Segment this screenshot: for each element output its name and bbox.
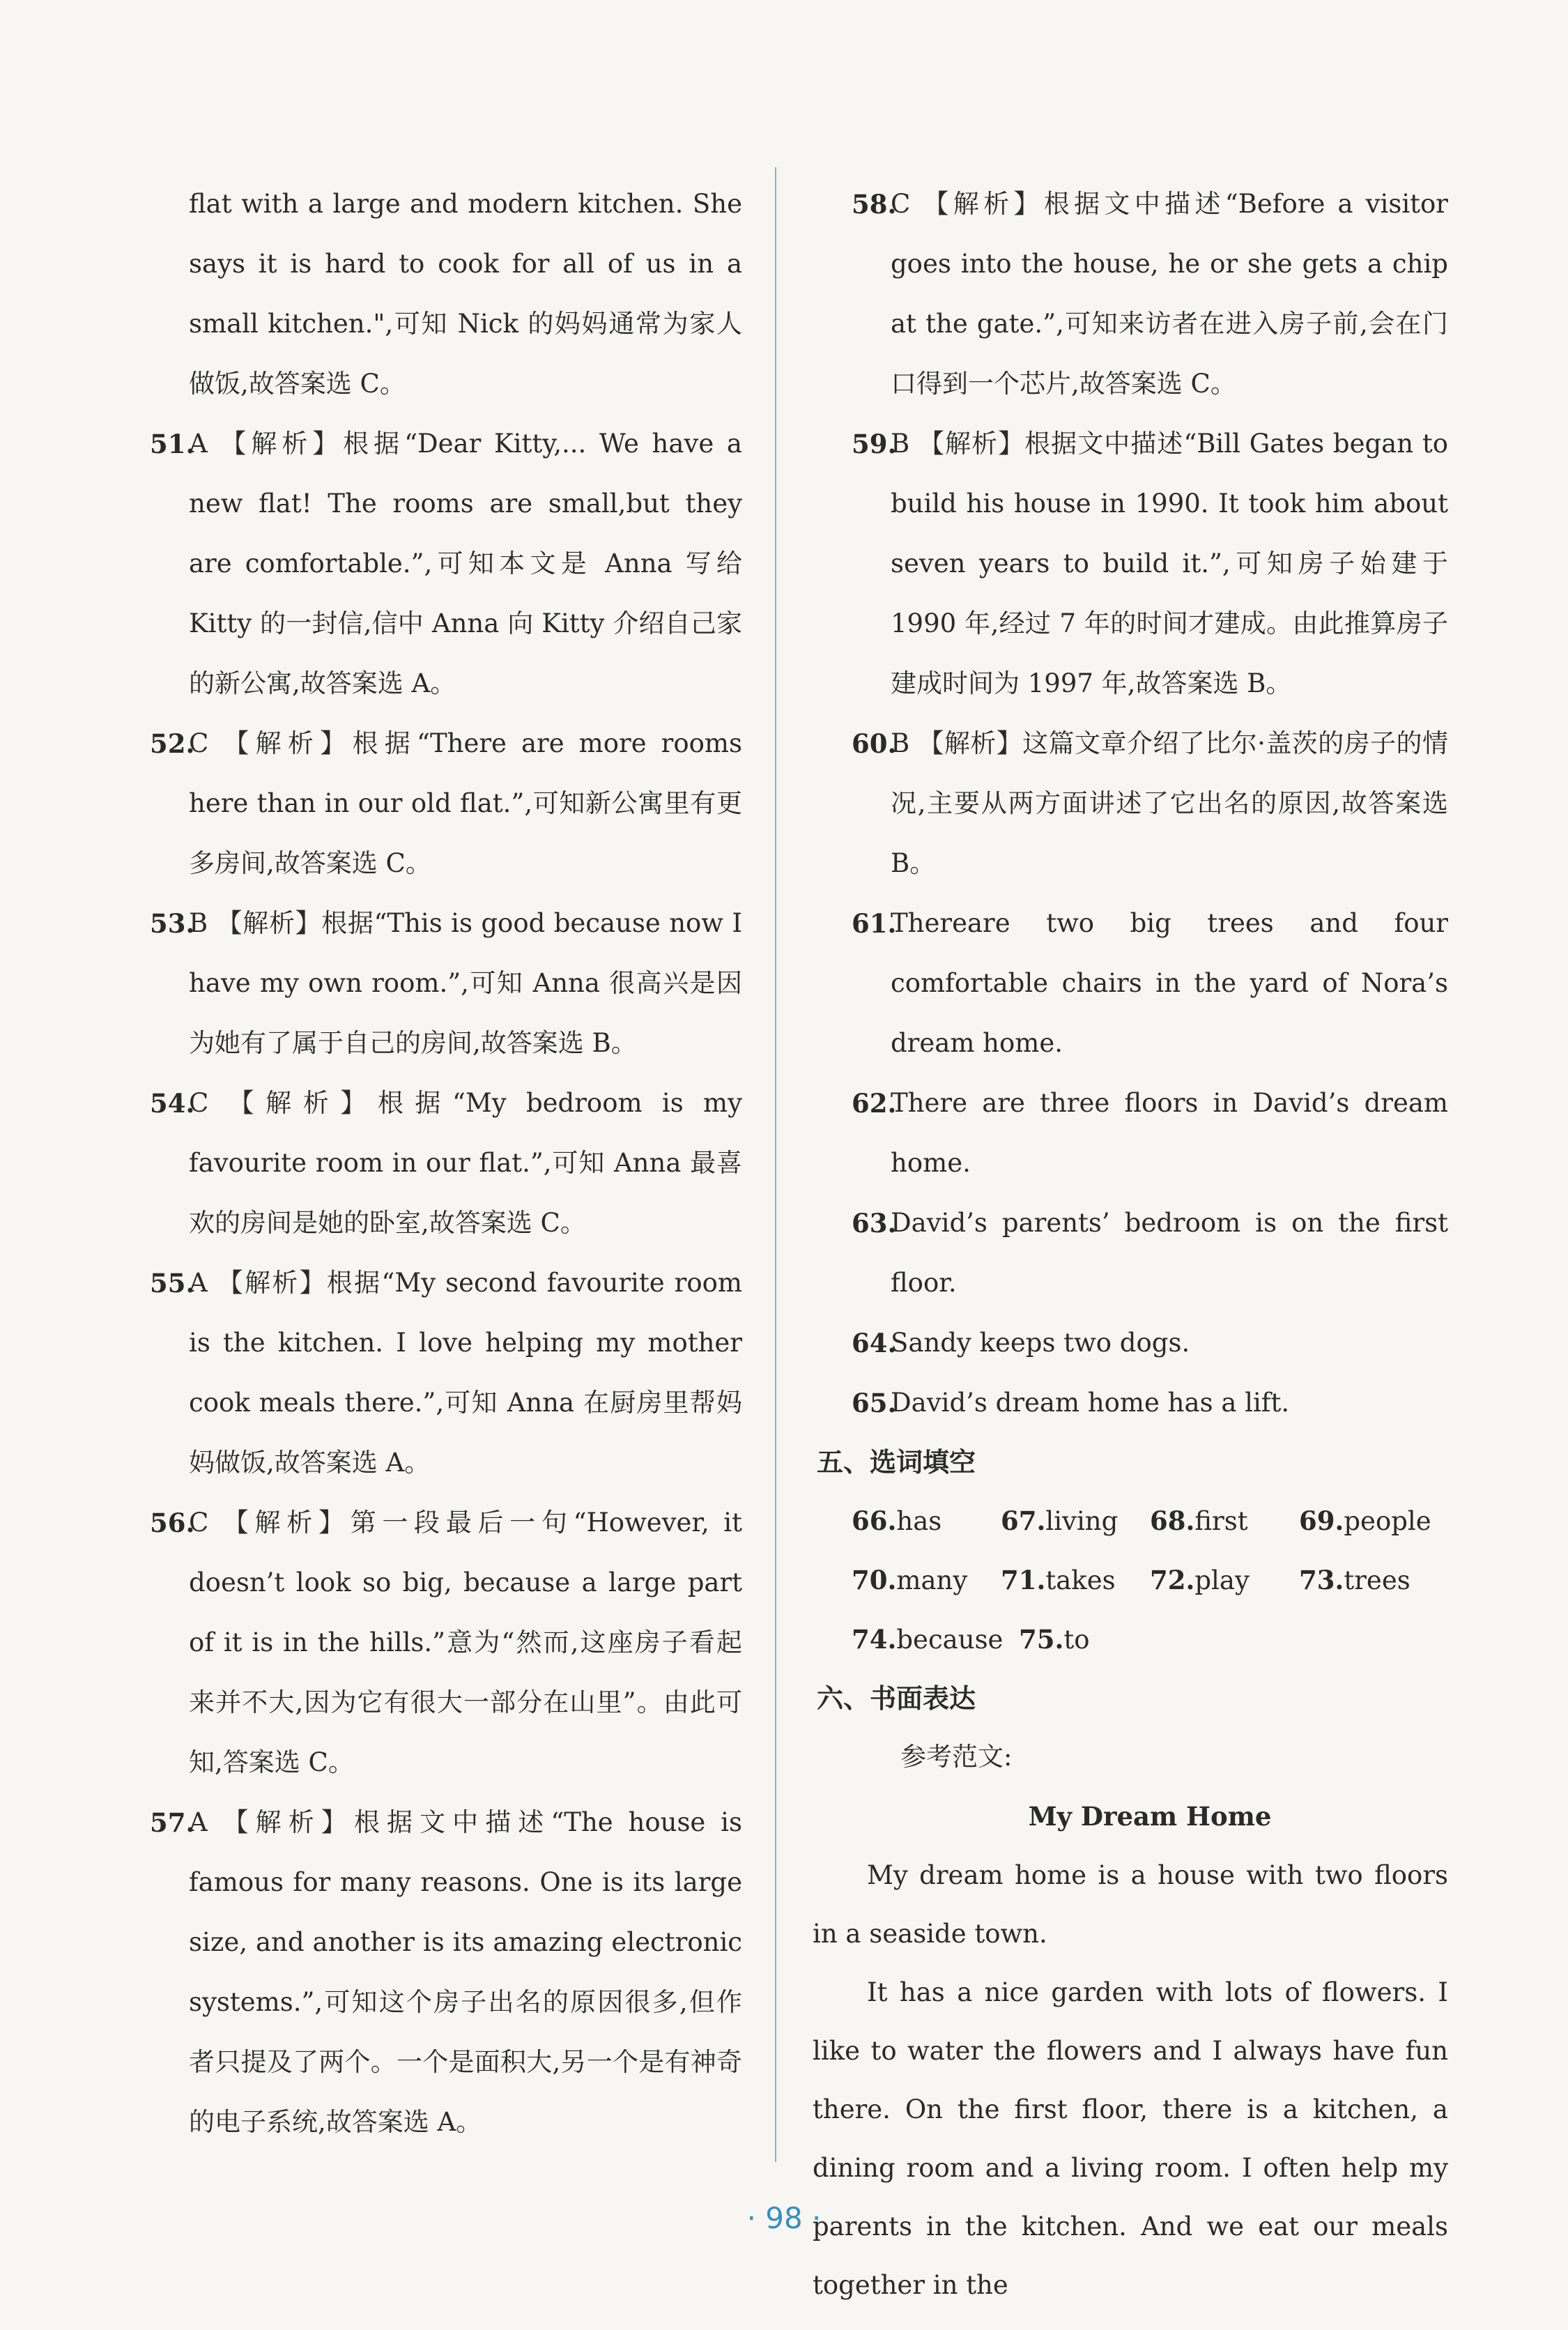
right-column — [813, 174, 1448, 2315]
essay-title: My Dream Home — [1028, 1801, 1272, 1832]
fill-answer-74: 74.because — [852, 1624, 1004, 1655]
fill-answers-row — [852, 1492, 1448, 1551]
fill-answer-69: 69.people — [1299, 1505, 1431, 1536]
answer-text: C 【解析】第一段最后一句“However, it doesn’t look so big, because a large part of it is in the hills.”意为“然而,这座房子看起来并不大,因为它有很大一部分在山里”。由此可知,答案选 C。 — [189, 1508, 742, 1777]
item-number: 60. — [852, 728, 897, 759]
answer-item-57 — [150, 1793, 742, 2152]
item-number: 51. — [150, 429, 195, 459]
answer-item-59 — [852, 414, 1448, 714]
essay-paragraph: It has a nice garden with lots of flowers. I like to water the flowers and I always have fun there. On the first floor, there is a kitchen, a dining room and a living room. I often help my parents in the kitchen. And we eat our meals together in the — [813, 1977, 1448, 2300]
fill-answer-68: 68.first — [1150, 1505, 1248, 1536]
answer-item-65 — [852, 1373, 1448, 1433]
answer-text: A 【解析】根据“My second favourite room is the kitchen. I love helping my mother cook meals there.”,可知 Anna 在厨房里帮妈妈做饭,故答案选 A。 — [189, 1268, 742, 1478]
answer-text: Sandy keeps two dogs. — [891, 1328, 1190, 1358]
item-number: 62. — [852, 1088, 897, 1119]
fill-answers-row — [852, 1610, 1448, 1669]
fill-answer-73: 73.trees — [1299, 1565, 1411, 1595]
item-number: 65. — [852, 1388, 897, 1418]
item-number: 53. — [150, 908, 195, 939]
answer-text: B 【解析】根据文中描述“Bill Gates began to build his house in 1990. It took him about seven years to build it.”,可知房子始建于 1990 年,经过 7 年的时间才建成。由此推算房子建成时间为 1997 年,故答案选 B。 — [891, 429, 1448, 698]
left-column — [150, 174, 742, 2152]
fill-answers-row — [852, 1551, 1448, 1610]
item-number: 61. — [852, 908, 897, 939]
item-number: 59. — [852, 429, 897, 459]
answer-item-56 — [150, 1493, 742, 1793]
answer-text: C 【解析】根据“My bedroom is my favourite room in our flat.”,可知 Anna 最喜欢的房间是她的卧室,故答案选 C。 — [189, 1088, 742, 1238]
fill-answer-75: 75.to — [1019, 1624, 1090, 1655]
page-number: · 98 · — [746, 2201, 822, 2235]
fill-answer-72: 72.play — [1150, 1565, 1250, 1595]
item-number: 54. — [150, 1088, 195, 1119]
item-number: 63. — [852, 1208, 897, 1239]
answer-text: C 【解析】根据文中描述“Before a visitor goes into the house, he or she gets a chip at the gate.”,可知来访者在进入房子前,会在门口得到一个芯片,故答案选 C。 — [891, 189, 1448, 399]
answer-text: C 【解析】根据“There are more rooms here than in our old flat.”,可知新公寓里有更多房间,故答案选 C。 — [189, 728, 742, 878]
fill-answer-71: 71.takes — [1001, 1565, 1116, 1595]
answer-text: David’s dream home has a lift. — [891, 1388, 1290, 1418]
essay-paragraph: My dream home is a house with two floors in a seaside town. — [813, 1860, 1448, 1949]
section-heading-writing: 六、书面表达 — [817, 1683, 976, 1714]
answer-item-54 — [150, 1073, 742, 1253]
answer-text: Thereare two big trees and four comfortable chairs in the yard of Nora’s dream home. — [891, 908, 1448, 1058]
answer-item-64 — [852, 1313, 1448, 1373]
answer-item-58 — [852, 174, 1448, 414]
fill-answer-67: 67.living — [1001, 1505, 1119, 1536]
item-number: 52. — [150, 728, 195, 759]
answer-text: There are three floors in David’s dream home. — [891, 1088, 1448, 1178]
answer-text: A 【解析】根据文中描述“The house is famous for many reasons. One is its large size, and another is its amazing electronic systems.”,可知这个房子出名的原因很多,但作者只提及了两个。一个是面积大,另一个是有神奇的电子系统,故答案选 A。 — [189, 1807, 742, 2137]
answer-item-55 — [150, 1253, 742, 1493]
answer-item-62 — [852, 1073, 1448, 1193]
answer-item-63 — [852, 1193, 1448, 1313]
item-number: 57. — [150, 1807, 195, 1838]
column-divider — [775, 167, 776, 2162]
answer-text: B 【解析】这篇文章介绍了比尔·盖茨的房子的情况,主要从两方面讲述了它出名的原因,故答案选 B。 — [891, 728, 1448, 878]
item-number: 55. — [150, 1268, 195, 1298]
fill-answer-70: 70.many — [852, 1565, 968, 1595]
answer-text: B 【解析】根据“This is good because now I have my own room.”,可知 Anna 很高兴是因为她有了属于自己的房间,故答案选 B。 — [189, 908, 742, 1058]
answer-text: David’s parents’ bedroom is on the first floor. — [891, 1208, 1448, 1298]
answer-item-51 — [150, 414, 742, 714]
answer-item-53 — [150, 894, 742, 1073]
continued-answer-text: flat with a large and modern kitchen. She says it is hard to cook for all of us in a small kitchen.",可知 Nick 的妈妈通常为家人做饭,故答案选 C。 — [189, 189, 742, 399]
item-number: 56. — [150, 1508, 195, 1538]
item-number: 58. — [852, 189, 897, 220]
item-number: 64. — [852, 1328, 897, 1358]
reference-label: 参考范文: — [900, 1742, 1013, 1772]
fill-answer-66: 66.has — [852, 1505, 942, 1536]
answer-item-61 — [852, 894, 1448, 1073]
section-heading-word-fill: 五、选词填空 — [817, 1447, 976, 1478]
answer-item-52 — [150, 714, 742, 894]
answer-item-60 — [852, 714, 1448, 894]
answer-text: A 【解析】根据“Dear Kitty,... We have a new flat! The rooms are small,but they are comfortable.”,可知本文是 Anna 写给 Kitty 的一封信,信中 Anna 向 Kitty 介绍自己家的新公寓,故答案选 A。 — [189, 429, 742, 698]
